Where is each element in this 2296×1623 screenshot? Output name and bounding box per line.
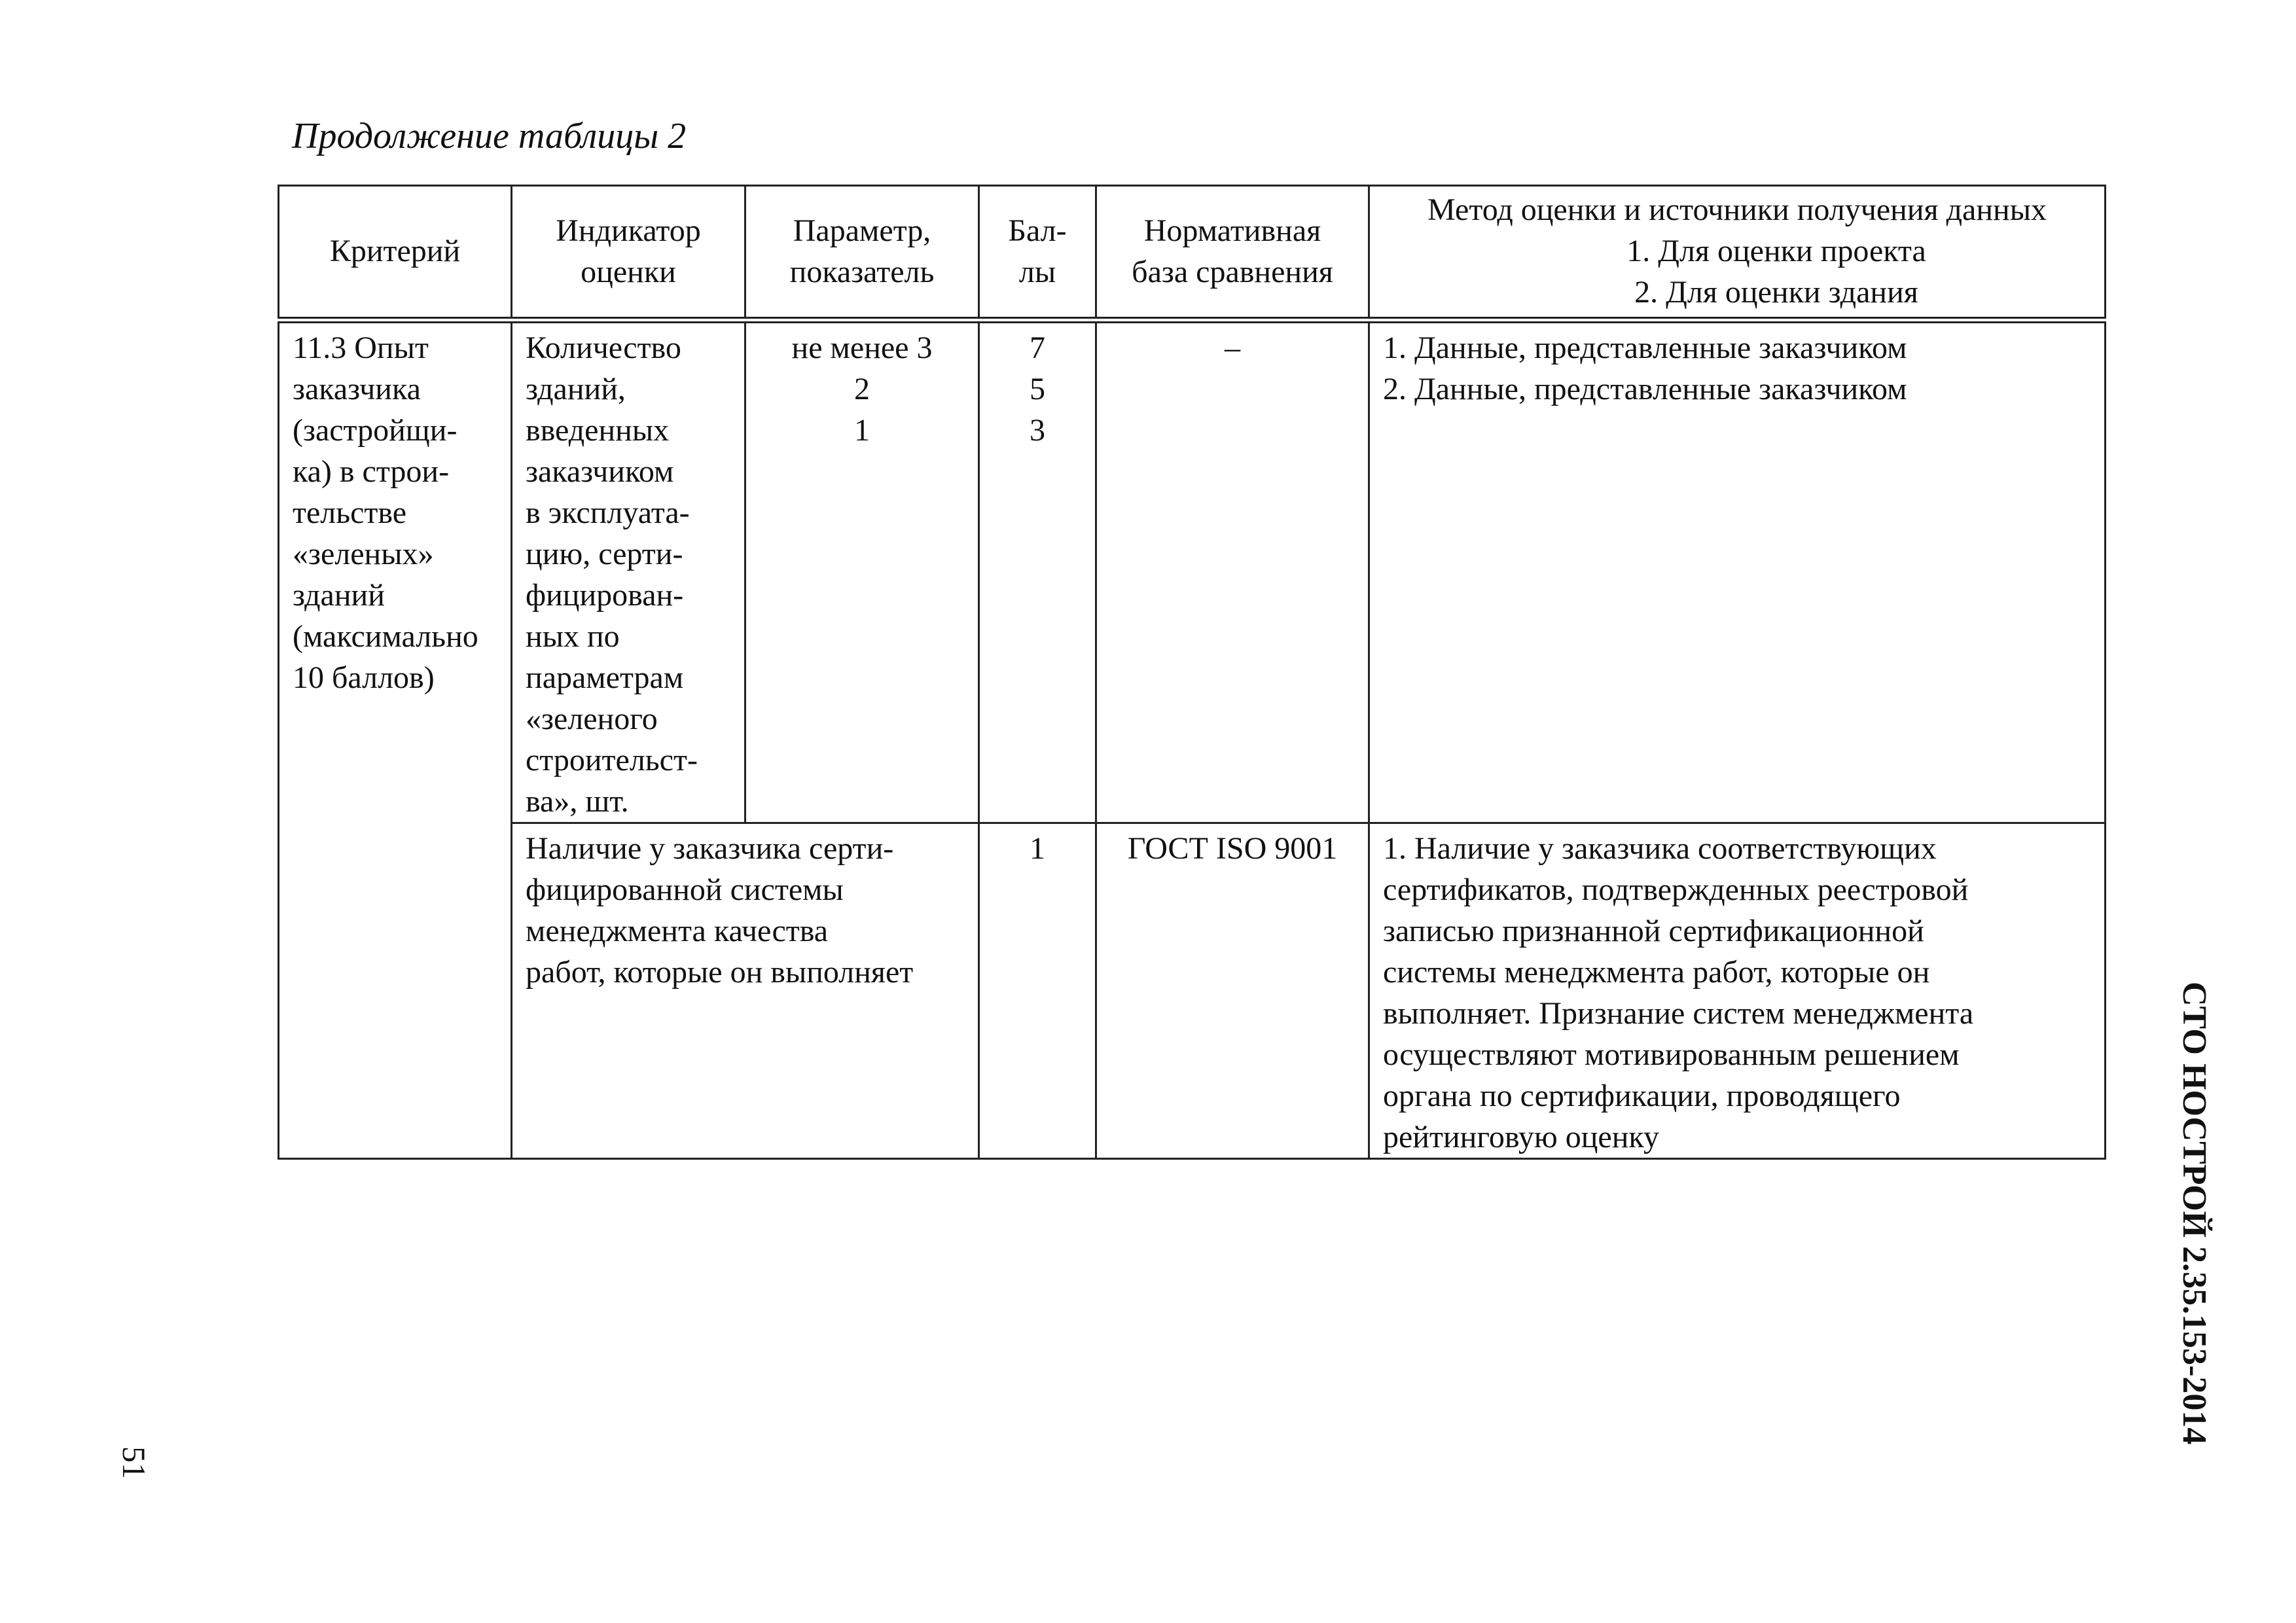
table-continuation-caption: Продолжение таблицы 2 bbox=[292, 116, 687, 156]
document-code-side-title: СТО НОСТРОЙ 2.35.153-2014 bbox=[2176, 982, 2213, 1445]
header-normative-base: Нормативная база сравнения bbox=[1096, 186, 1369, 321]
points-cell: 1 bbox=[979, 823, 1096, 1159]
header-criterion: Критерий bbox=[279, 186, 512, 321]
indicator-cell: Количество зданий, введенных заказчиком в эксплуата- цию, серти- фицирован- ных по параметрам «зеленого строительст- ва», шт. bbox=[512, 320, 745, 823]
normative-base-cell: ГОСТ ISO 9001 bbox=[1096, 823, 1369, 1159]
criteria-table bbox=[278, 185, 2106, 1160]
method-cell: 1. Данные, представленные заказчиком 2. Данные, представленные заказчиком bbox=[1369, 320, 2106, 823]
header-method: Метод оценки и источники получения данных 1. Для оценки проекта 2. Для оценки здания bbox=[1369, 186, 2106, 321]
page-number: 51 bbox=[116, 1446, 152, 1479]
header-indicator: Индикатор оценки bbox=[512, 186, 745, 321]
table-header-row bbox=[279, 186, 2106, 321]
table-row bbox=[279, 320, 2106, 823]
parameter-cell: не менее 3 2 1 bbox=[745, 320, 979, 823]
normative-base-cell: – bbox=[1096, 320, 1369, 823]
table-row bbox=[279, 823, 2106, 1159]
criterion-cell: 11.3 Опыт заказчика (застройщи- ка) в строи- тельстве «зеленых» зданий (максимально 10 баллов) bbox=[279, 320, 512, 1159]
points-cell: 7 5 3 bbox=[979, 320, 1096, 823]
header-parameter: Параметр, показатель bbox=[745, 186, 979, 321]
method-cell: 1. Наличие у заказчика соответствующих сертификатов, подтвержденных реестровой записью признанной сертификационной системы менеджмента работ, которые он выполняет. Признание систем менеджмента осуществляют мотивированным решением органа по сертификации, проводящего рейтинговую оценку bbox=[1369, 823, 2106, 1159]
header-points: Бал- лы bbox=[979, 186, 1096, 321]
indicator-cell: Наличие у заказчика серти- фицированной системы менеджмента качества работ, которые он выполняет bbox=[512, 823, 979, 1159]
